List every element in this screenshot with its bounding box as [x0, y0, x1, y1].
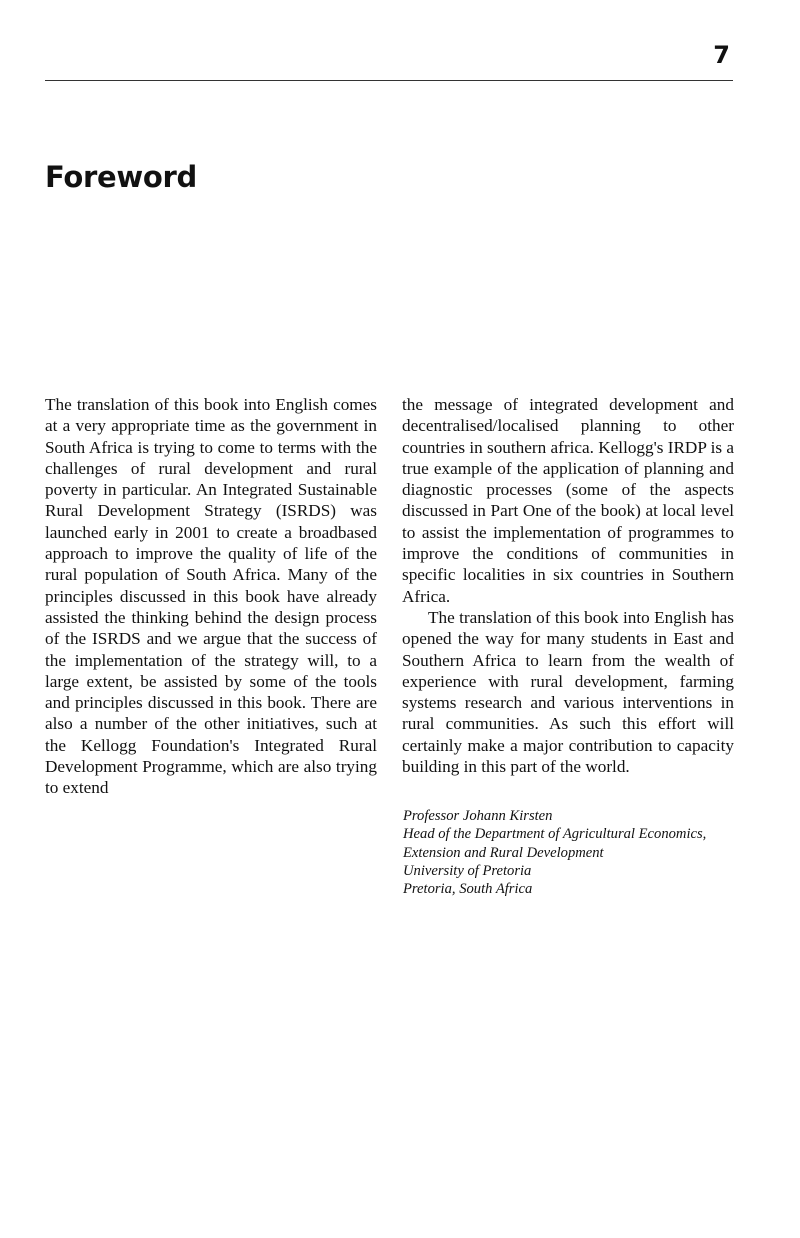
right-column	[402, 394, 734, 777]
author-position: Head of the Department of Agricultural Economics,	[403, 826, 707, 843]
paragraph: the message of integrated development and decentralised/localised planning to other countries in southern africa. Kellogg's IRDP is a true example of the application of planning and diagnostic processes (some of the aspects discussed in Part One of the book) at local level to assist the implementation of programmes to improve the conditions of communities in specific localities in six countries in Southern Africa.	[402, 395, 734, 606]
author-department: Extension and Rural Development	[403, 844, 604, 861]
header-rule	[45, 80, 733, 81]
page-title: Foreword	[45, 160, 197, 194]
author-university: University of Pretoria	[403, 862, 532, 879]
author-location: Pretoria, South Africa	[403, 881, 533, 898]
paragraph: The translation of this book into English has opened the way for many students in East and Southern Africa to learn from the wealth of experience with rural development, farming systems research and various interventions in rural communities. As such this effort will certainly make a major contribution to capacity building in this part of the world.	[402, 607, 734, 777]
paragraph: The translation of this book into English comes at a very appropriate time as the government in South Africa is trying to come to terms with the challenges of rural development and rural poverty in particular. An Integrated Sustainable Rural Development Strategy (ISRDS) was launched early in 2001 to create a broadbased approach to improve the quality of life of the rural population of South Africa. Many of the principles discussed in this book have already assisted the thinking behind the design process of the ISRDS and we argue that the success of the implementation of the strategy will, to a large extent, be assisted by some of the tools and principles discussed in this book. There are also a number of the other initiatives, such at the Kellogg Foundation's Integrated Rural Development Programme, which are also trying to extend	[45, 395, 377, 798]
page-number: 7	[713, 41, 730, 69]
left-column	[45, 394, 377, 799]
signature-block	[403, 807, 743, 898]
author-name: Professor Johann Kirsten	[403, 808, 553, 824]
